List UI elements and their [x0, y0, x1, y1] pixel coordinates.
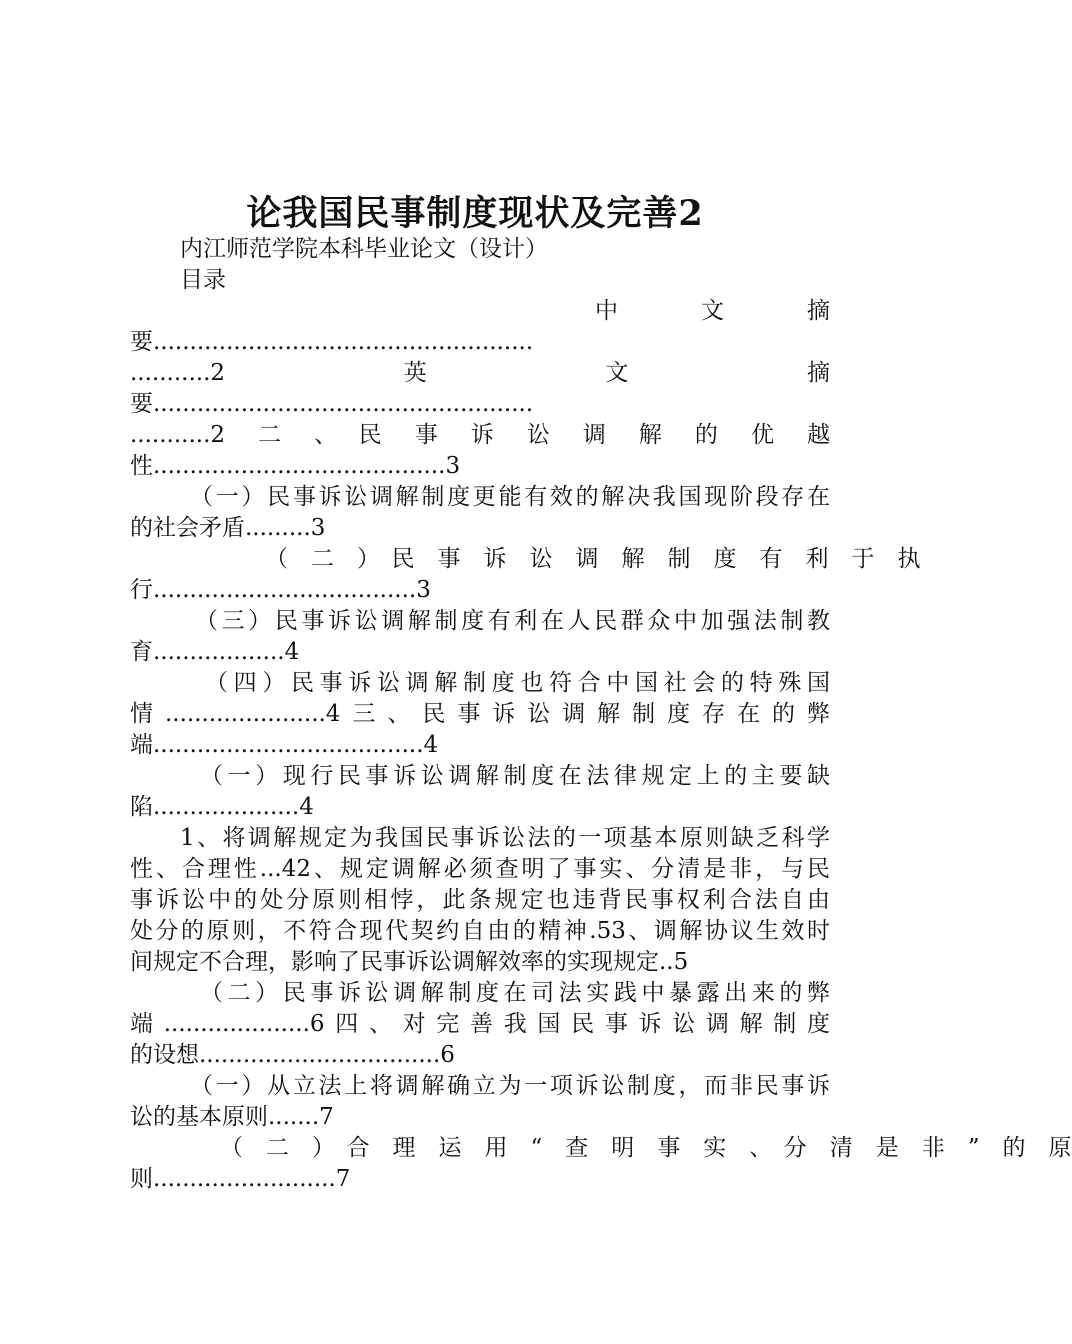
toc-line: 的设想.................................6	[130, 1042, 455, 1068]
toc-line: 情......................4三、民事诉讼调解制度存在的弊	[130, 701, 830, 727]
toc-line: 要....................................................	[130, 391, 534, 417]
toc-line: 间规定不合理，影响了民事诉讼调解效率的实现规定..5	[130, 949, 689, 975]
toc-line: 端.....................................4	[130, 732, 439, 758]
toc-line: （一）从立法上将调解确立为一项诉讼制度，而非民事诉	[190, 1073, 830, 1099]
toc-line: 事诉讼中的处分原则相悖，此条规定也违背民事权利合法自由	[130, 887, 830, 913]
subtitle-line: 内江师范学院本科毕业论文（设计）	[180, 236, 548, 262]
toc-line: 性........................................3	[130, 453, 461, 479]
toc-line: （一）民事诉讼调解制度更能有效的解决我国现阶段存在	[190, 484, 830, 510]
toc-line: （ 二 ） 合 理 运 用 “ 查 明 事 实 、 分 清 是 非 ” 的 原	[220, 1135, 1072, 1161]
toc-line: 育..................4	[130, 639, 300, 665]
toc-line: （三）民事诉讼调解制度有利在人民群众中加强法制教	[195, 608, 830, 634]
toc-line: （一）现行民事诉讼调解制度在法律规定上的主要缺	[200, 763, 830, 789]
toc-line: 讼的基本原则.......7	[130, 1104, 334, 1130]
toc-line: 中 文 摘	[595, 298, 830, 324]
toc-line: （四）民事诉讼调解制度也符合中国社会的特殊国	[205, 670, 830, 696]
document-title: 论我国民事制度现状及完善2	[246, 193, 704, 234]
toc-line: 要....................................................	[130, 329, 534, 355]
toc-line: 性、合理性...42、规定调解必须查明了事实、分清是非，与民	[130, 856, 830, 882]
toc-line: 行....................................3	[130, 577, 431, 603]
toc-line: 的社会矛盾.........3	[130, 515, 326, 541]
toc-line: （二）民事诉讼调解制度在司法实践中暴露出来的弊	[200, 980, 830, 1006]
toc-line: 则.........................7	[130, 1166, 351, 1192]
toc-heading: 目录	[180, 267, 226, 293]
toc-line: （ 二 ） 民 事 诉 讼 调 解 制 度 有 利 于 执	[265, 546, 921, 572]
toc-line: ...........2 二 、 民 事 诉 讼 调 解 的 优 越	[130, 422, 830, 448]
toc-line: ...........2 英 文 摘	[130, 360, 830, 386]
toc-line: 陷....................4	[130, 794, 314, 820]
toc-line: 1、将调解规定为我国民事诉讼法的一项基本原则缺乏科学	[180, 825, 830, 851]
table-of-contents	[130, 234, 1072, 1195]
toc-line: 端....................6四、对完善我国民事诉讼调解制度	[130, 1011, 830, 1037]
toc-line: 处分的原则，不符合现代契约自由的精神.53、调解协议生效时	[130, 918, 830, 944]
